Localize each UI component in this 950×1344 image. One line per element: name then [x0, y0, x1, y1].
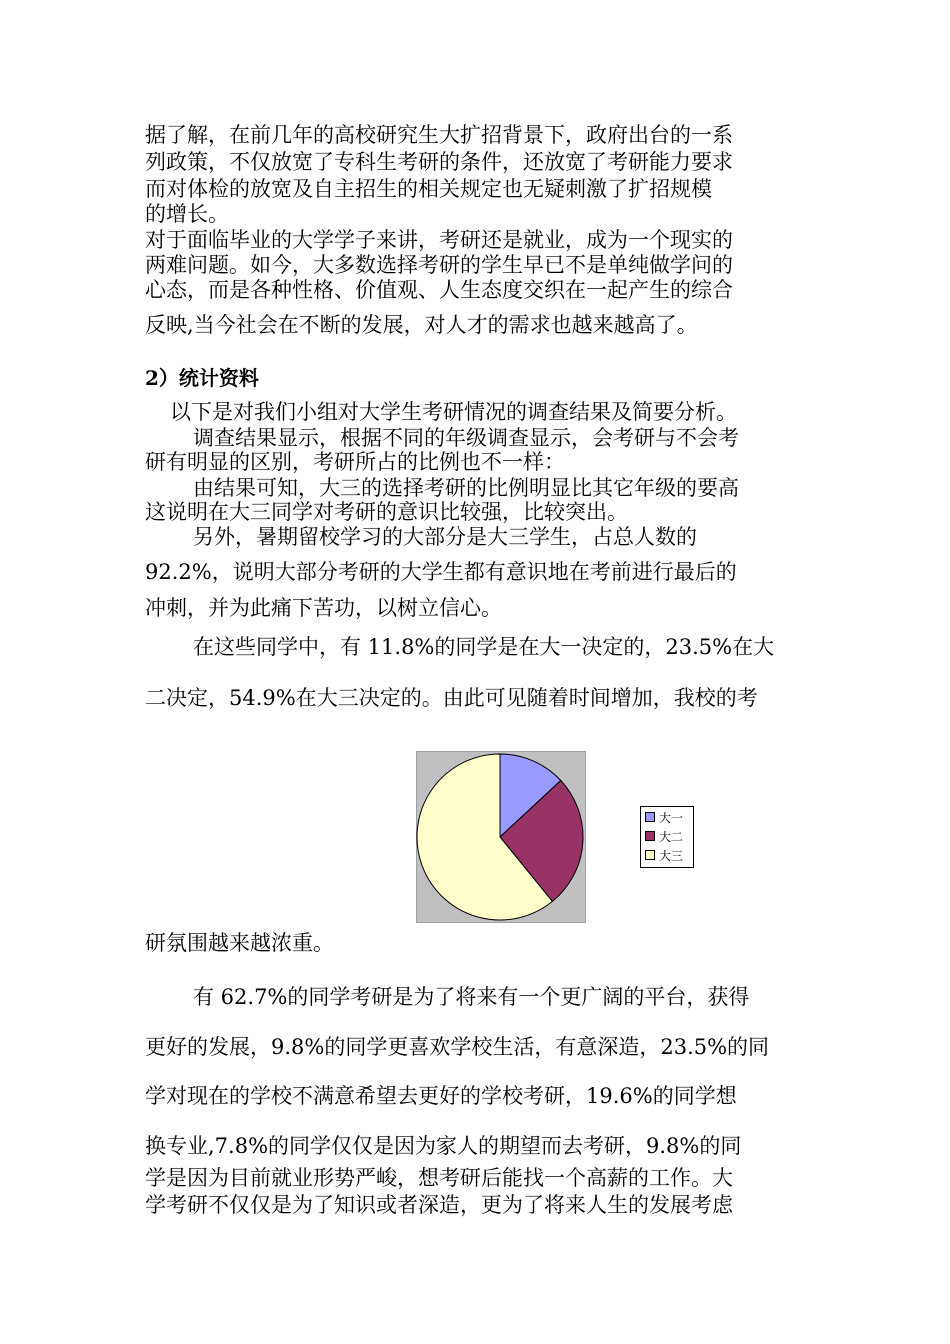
text-line: 两难问题。如今，大多数选择考研的学生早已不是单纯做学问的	[145, 253, 733, 277]
text-line: 学对现在的学校不满意希望去更好的学校考研，19.6%的同学想	[145, 1084, 737, 1108]
text-line: 由结果可知，大三的选择考研的比例明显比其它年级的要高	[193, 476, 739, 500]
text-line: 换专业,7.8%的同学仅仅是因为家人的期望而去考研，9.8%的同	[145, 1134, 742, 1158]
legend-entry	[645, 847, 683, 863]
text-line: 反映,当今社会在不断的发展，对人才的需求也越来越高了。	[145, 313, 698, 337]
legend-swatch	[645, 812, 655, 822]
text-line: 的增长。	[145, 202, 229, 226]
legend-entry	[645, 809, 683, 825]
section-heading: 2）统计资料	[145, 366, 259, 390]
text-line: 这说明在大三同学对考研的意识比较强，比较突出。	[145, 500, 628, 524]
text-line: 心态，而是各种性格、价值观、人生态度交织在一起产生的综合	[145, 278, 733, 302]
legend-label: 大一	[659, 810, 684, 825]
text-line: 而对体检的放宽及自主招生的相关规定也无疑刺激了扩招规模	[145, 177, 712, 201]
text-line: 在这些同学中，有 11.8%的同学是在大一决定的，23.5%在大	[193, 635, 775, 659]
legend-label: 大三	[659, 848, 684, 863]
chart-legend	[640, 806, 694, 868]
legend-swatch	[645, 850, 655, 860]
text-line: 有 62.7%的同学考研是为了将来有一个更广阔的平台，获得	[193, 985, 750, 1009]
text-line: 另外，暑期留校学习的大部分是大三学生，占总人数的	[193, 525, 697, 549]
text-line: 研氛围越来越浓重。	[145, 931, 334, 955]
text-line: 学是因为目前就业形势严峻，想考研后能找一个高薪的工作。大	[145, 1166, 733, 1190]
text-line: 对于面临毕业的大学学子来讲，考研还是就业，成为一个现实的	[145, 228, 733, 252]
text-line: 研有明显的区别，考研所占的比例也不一样：	[145, 450, 565, 474]
pie-chart	[416, 751, 586, 923]
legend-swatch	[645, 831, 655, 841]
text-line: 据了解，在前几年的高校研究生大扩招背景下，政府出台的一系	[145, 123, 733, 147]
text-line: 学考研不仅仅是为了知识或者深造，更为了将来人生的发展考虑	[145, 1193, 733, 1217]
text-line: 更好的发展，9.8%的同学更喜欢学校生活，有意深造，23.5%的同	[145, 1035, 770, 1059]
text-line: 92.2%，说明大部分考研的大学生都有意识地在考前进行最后的	[145, 560, 737, 584]
text-line: 列政策，不仅放宽了专科生考研的条件，还放宽了考研能力要求	[145, 150, 733, 174]
text-line: 以下是对我们小组对大学生考研情况的调查结果及简要分析。	[170, 400, 737, 424]
text-line: 冲刺，并为此痛下苦功，以树立信心。	[145, 596, 502, 620]
legend-entry	[645, 828, 683, 844]
text-line: 二决定，54.9%在大三决定的。由此可见随着时间增加，我校的考	[145, 686, 758, 710]
text-line: 调查结果显示，根据不同的年级调查显示，会考研与不会考	[193, 426, 739, 450]
legend-label: 大二	[659, 829, 684, 844]
